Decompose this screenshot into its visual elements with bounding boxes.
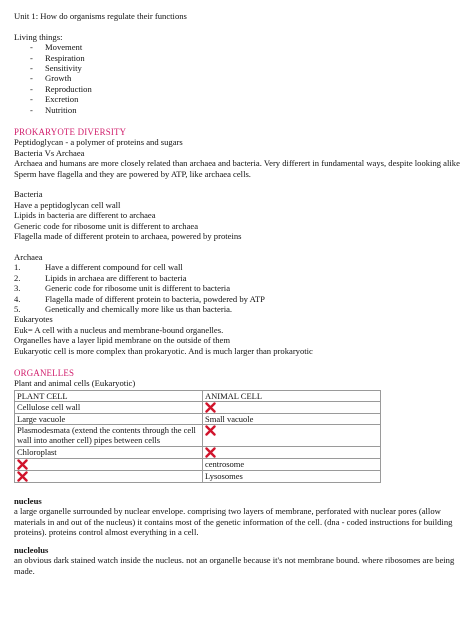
list-item: - Respiration — [30, 52, 85, 63]
living-things-heading: Living things: — [14, 31, 63, 42]
table-caption: Plant and animal cells (Eukaryotic) — [14, 378, 136, 389]
cell-animal — [203, 401, 381, 413]
cell-animal — [203, 413, 381, 424]
list-item: 3. Generic code for ribosome unit is different to bacteria — [14, 283, 231, 294]
cell-text: Cellulose cell wall — [17, 401, 81, 412]
bacteria-heading: Bacteria — [14, 189, 43, 200]
list-item: - Movement — [30, 42, 83, 53]
table-row — [15, 425, 381, 446]
cell-animal — [203, 425, 381, 446]
table-row — [15, 458, 381, 470]
cell-plant — [15, 413, 203, 424]
table-row — [15, 446, 381, 458]
document-title: Unit 1: How do organisms regulate their functions — [14, 11, 187, 21]
list-item: - Reproduction — [30, 83, 92, 94]
cell-text: centrosome — [205, 458, 245, 469]
paragraph-line: Euk= A cell with a nucleus and membrane-bound organelles. — [14, 324, 224, 335]
list-item: - Nutrition — [30, 104, 77, 115]
prokaryote-heading: PROKARYOTE DIVERSITY — [14, 127, 127, 138]
living-things-list — [14, 42, 466, 115]
list-item: 1. Have a different compound for cell wall — [14, 262, 183, 273]
cross-icon — [205, 425, 216, 436]
list-item: - Growth — [30, 73, 72, 84]
cell-plant — [15, 401, 203, 413]
archaea-heading: Archaea — [14, 251, 43, 262]
table-header-row — [15, 390, 381, 401]
document-page — [14, 11, 466, 576]
nucleus-paragraph: a large organelle surrounded by nuclear envelope. comprising two layers of membrane, perforated with nuclear pores (allow materials in and out of the nucleus) it contains most of the genetic information of the cell. (dna - coded instructions for building proteins). proteins control almost everything in a cell. — [14, 505, 453, 538]
paragraph-line: Archaea and humans are more closely related than archaea and bacteria. Very differert in fundamental ways, despite looking alike — [14, 158, 460, 169]
paragraph-line: Sperm have flagella and they are powered by ATP, like archaea cells. — [14, 168, 251, 179]
nucleus-heading: nucleus — [14, 495, 42, 506]
table-row — [15, 470, 381, 482]
cell-comparison-table — [14, 390, 381, 483]
archaea-list — [14, 262, 466, 314]
list-item: - Excretion — [30, 94, 79, 105]
paragraph-line: Peptidoglycan - a polymer of proteins and sugars — [14, 137, 183, 148]
cross-icon — [17, 459, 28, 470]
list-item: - Sensitivity — [30, 63, 82, 74]
list-item: 2. Lipids in archaea are different to bacteria — [14, 272, 187, 283]
cell-text: Chloroplast — [17, 446, 57, 457]
cell-text: Small vacuole — [205, 413, 254, 424]
cell-text: Plasmodesmata (extend the contents through the cell wall into another cell) pipes between cells — [17, 425, 196, 446]
nucleolus-heading: nucleolus — [14, 544, 49, 555]
list-item: 5. Genetically and chemically more like us than bacteria. — [14, 303, 233, 314]
organelles-heading: ORGANELLES — [14, 367, 75, 378]
cell-text: Large vacuole — [17, 413, 66, 424]
eukaryotes-heading: Eukaryotes — [14, 314, 53, 325]
paragraph-line: Generic code for ribosome unit is different to archaea — [14, 220, 199, 231]
table-row — [15, 401, 381, 413]
table-row — [15, 413, 381, 424]
cell-animal — [203, 446, 381, 458]
column-header-animal: ANIMAL CELL — [203, 390, 381, 401]
cell-plant — [15, 470, 203, 482]
cell-animal — [203, 470, 381, 482]
cross-icon — [17, 471, 28, 482]
cell-animal — [203, 458, 381, 470]
cross-icon — [205, 447, 216, 458]
paragraph-line: Flagella made of different protein to archaea, powered by proteins — [14, 231, 242, 242]
cross-icon — [205, 402, 216, 413]
cell-text: Lysosomes — [205, 470, 243, 481]
nucleolus-paragraph: an obvious dark stained watch inside the nucleus. not an organelle because it's not membrane bound. where ribosomes are being made. — [14, 555, 455, 576]
paragraph-line: Bacteria Vs Archaea — [14, 147, 85, 158]
paragraph-line: Organelles have a layer lipid membrane on the outside of them — [14, 335, 231, 346]
paragraph-line: Eukaryotic cell is more complex than prokaryotic. And is much larger than prokaryotic — [14, 345, 313, 356]
cell-plant — [15, 425, 203, 446]
paragraph-line: Have a peptidoglycan cell wall — [14, 199, 121, 210]
list-item: 4. Flagella made of different protein to bacteria, powdered by ATP — [14, 293, 265, 304]
cell-plant — [15, 458, 203, 470]
column-header-plant: PLANT CELL — [15, 390, 203, 401]
paragraph-line: Lipids in bacteria are different to archaea — [14, 210, 156, 221]
cell-plant — [15, 446, 203, 458]
